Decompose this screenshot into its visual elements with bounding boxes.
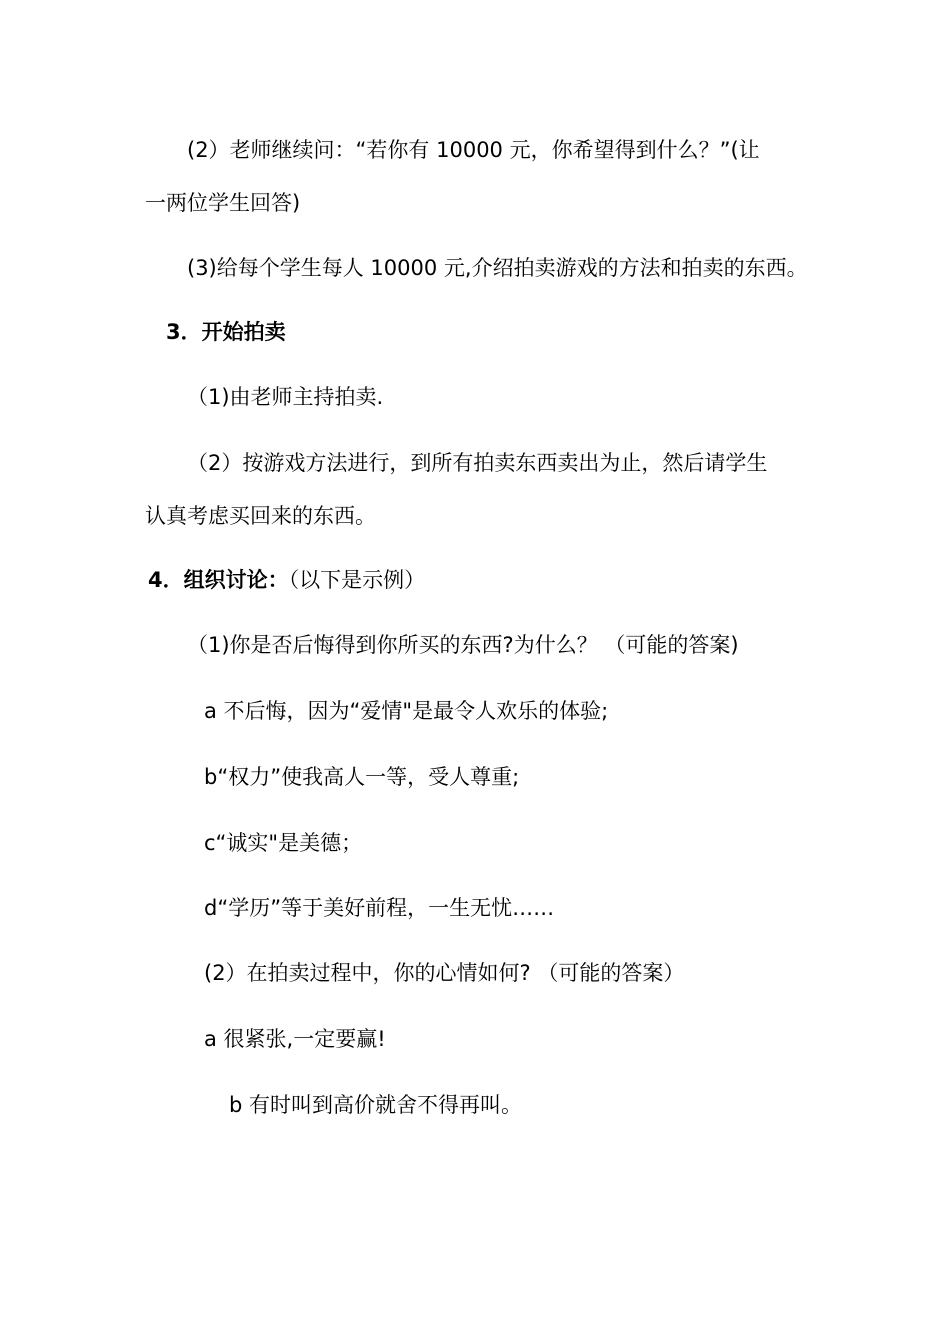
answer-item-education: d“学历”等于美好前程，一生无忧…… [204, 896, 555, 920]
answer-item-nervous: a 很紧张,一定要赢! [204, 1027, 386, 1051]
section-heading-discussion-note: （以下是示例） [288, 568, 426, 592]
text-line-teacher-question: (2）老师继续问：“若你有 10000 元，你希望得到什么？”(让 [187, 138, 760, 162]
question-mood: (2）在拍卖过程中，你的心情如何? （可能的答案） [204, 961, 685, 985]
text-line-teacher-hosts: （1)由老师主持拍卖. [187, 385, 384, 409]
section-heading-discussion [148, 570, 425, 591]
question-regret: （1)你是否后悔得到你所买的东西?为什么？ （可能的答案) [187, 633, 739, 657]
text-line-students-answer: 一两位学生回答) [145, 191, 301, 215]
section-heading-discussion-label: 4．组织讨论： [148, 568, 289, 592]
text-line-game-method: （2）按游戏方法进行，到所有拍卖东西卖出为止，然后请学生 [187, 451, 768, 475]
text-line-consider-items: 认真考虑买回来的东西。 [145, 504, 376, 528]
answer-item-power: b“权力”使我高人一等，受人尊重; [204, 765, 520, 789]
text-line-give-money: (3)给每个学生每人 10000 元,介绍拍卖游戏的方法和拍卖的东西。 [187, 256, 808, 280]
answer-item-love: a 不后悔，因为“爱情"是最令人欢乐的体验; [204, 699, 609, 723]
answer-item-honesty: c“诚实"是美德； [204, 831, 363, 855]
section-heading-start-auction: 3．开始拍卖 [166, 320, 286, 344]
answer-item-reluctant: b 有时叫到高价就舍不得再叫。 [229, 1093, 523, 1117]
